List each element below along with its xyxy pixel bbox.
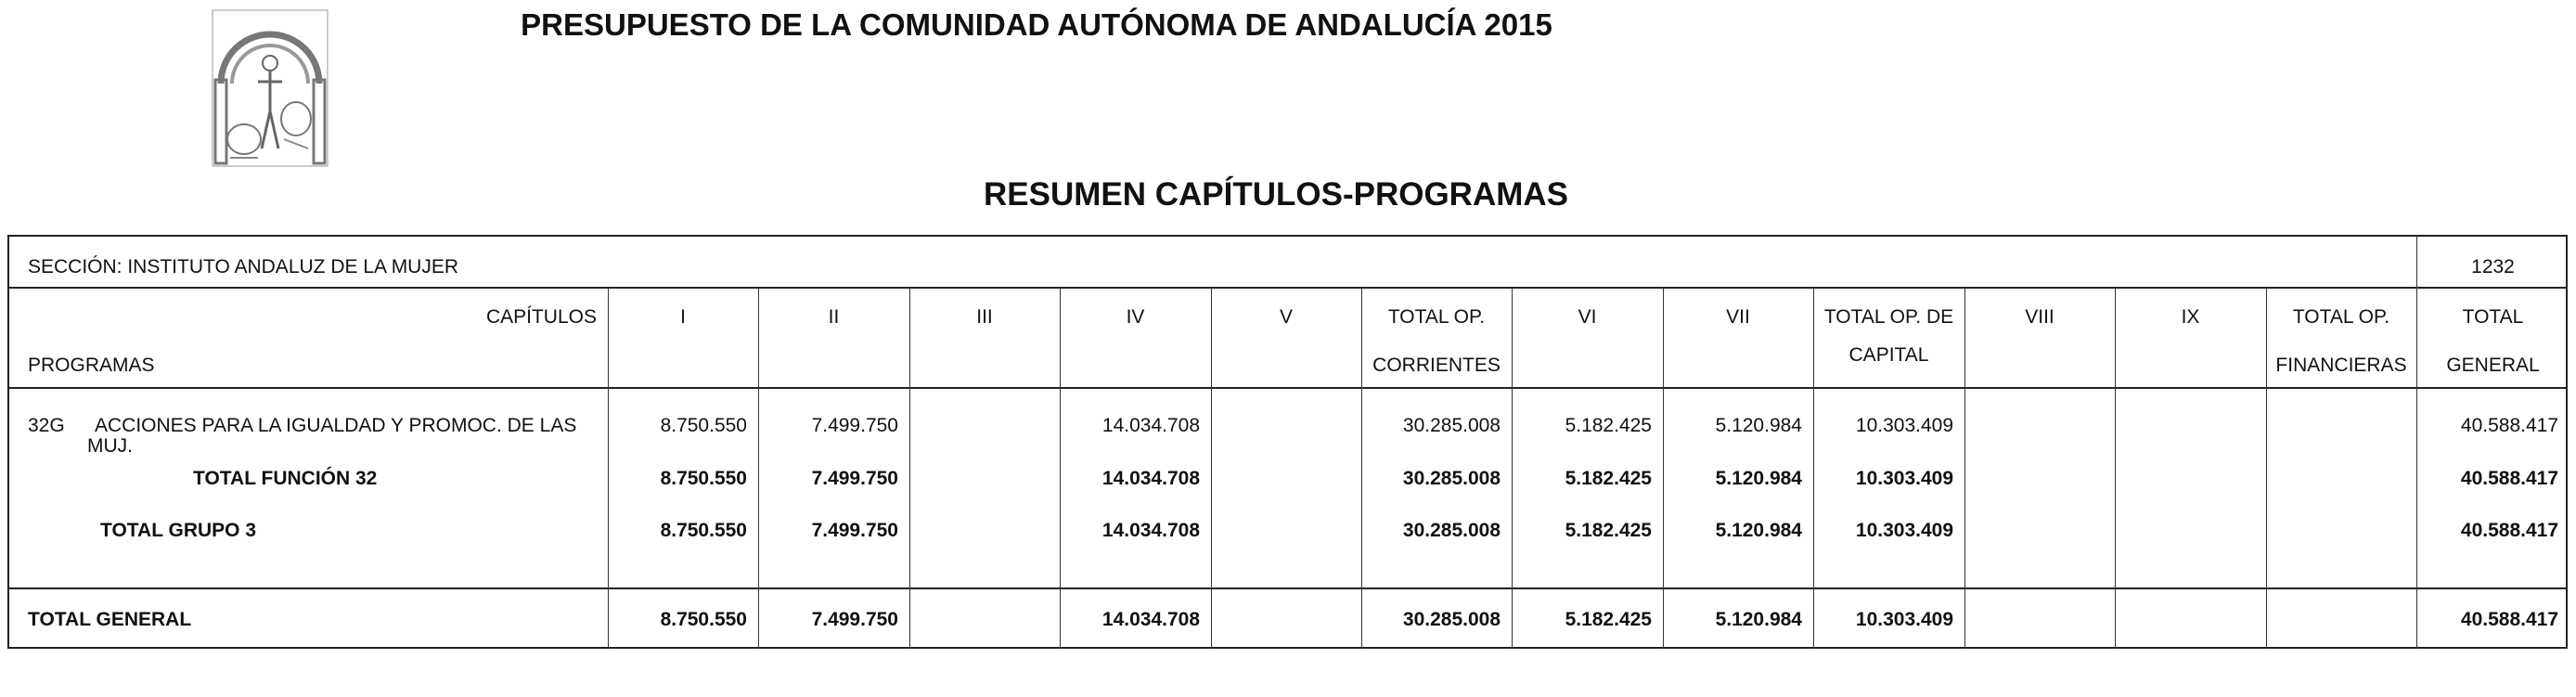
program-vi: 5.182.425 (1565, 415, 1652, 436)
section-code: 1232 (2471, 256, 2515, 278)
header-col-iii: III (976, 306, 993, 328)
document-title: PRESUPUESTO DE LA COMUNIDAD AUTÓNOMA DE ANDALUCÍA 2015 (521, 7, 1552, 42)
general-iv: 14.034.708 (1101, 609, 1200, 630)
funcion-label: TOTAL FUNCIÓN 32 (193, 468, 378, 489)
header-total-corrientes-2: CORRIENTES (1372, 355, 1501, 376)
header-col-vii: VII (1726, 306, 1750, 328)
header-col-vi: VI (1578, 306, 1597, 328)
general-total-capital: 10.303.409 (1855, 609, 1953, 630)
funcion-vi: 5.182.425 (1565, 468, 1652, 489)
header-total-capital-2: CAPITAL (1848, 344, 1929, 366)
general-vii: 5.120.984 (1715, 609, 1802, 630)
header-total-capital: TOTAL OP. DE (1823, 306, 1954, 328)
general-vi: 5.182.425 (1565, 609, 1652, 630)
column-divider (1211, 287, 1212, 649)
grupo-vii: 5.120.984 (1715, 520, 1802, 541)
funcion-i: 8.750.550 (660, 468, 747, 489)
general-total-general: 40.588.417 (2460, 609, 2558, 630)
grupo-total-corrientes: 30.285.008 (1402, 520, 1501, 541)
total-divider (9, 587, 2566, 589)
column-divider (1964, 287, 1965, 649)
section-label: SECCIÓN: INSTITUTO ANDALUZ DE LA MUJER (28, 256, 459, 278)
header-col-ii: II (828, 306, 840, 328)
program-code: 32G (28, 415, 65, 436)
header-capitulos: CAPÍTULOS (485, 306, 597, 328)
header-total-general-2: GENERAL (2446, 355, 2540, 376)
document-subtitle: RESUMEN CAPÍTULOS-PROGRAMAS (983, 176, 1569, 213)
grupo-label: TOTAL GRUPO 3 (100, 520, 257, 541)
header-col-viii: VIII (2025, 306, 2054, 328)
funcion-total-capital: 10.303.409 (1855, 468, 1953, 489)
header-programas: PROGRAMAS (28, 355, 155, 376)
column-divider (2266, 287, 2267, 649)
general-label: TOTAL GENERAL (28, 609, 192, 630)
header-total-financieras-2: FINANCIERAS (2275, 355, 2407, 376)
program-vii: 5.120.984 (1715, 415, 1802, 436)
grupo-iv: 14.034.708 (1101, 520, 1200, 541)
grupo-total-general: 40.588.417 (2460, 520, 2558, 541)
funcion-ii: 7.499.750 (811, 468, 898, 489)
section-divider (9, 287, 2566, 289)
grupo-i: 8.750.550 (660, 520, 747, 541)
grupo-ii: 7.499.750 (811, 520, 898, 541)
funcion-total-corrientes: 30.285.008 (1402, 468, 1501, 489)
program-i: 8.750.550 (660, 415, 747, 436)
program-name-cont: MUJ. (87, 435, 133, 457)
program-name: ACCIONES PARA LA IGUALDAD Y PROMOC. DE LAS (95, 415, 577, 436)
header-col-ix: IX (2181, 306, 2200, 328)
general-ii: 7.499.750 (811, 609, 898, 630)
program-iv: 14.034.708 (1101, 415, 1200, 436)
header-total-financieras: TOTAL OP. (2292, 306, 2390, 328)
general-i: 8.750.550 (660, 609, 747, 630)
funcion-total-general: 40.588.417 (2460, 468, 2558, 489)
general-total-corrientes: 30.285.008 (1402, 609, 1501, 630)
grupo-vi: 5.182.425 (1565, 520, 1652, 541)
grupo-total-capital: 10.303.409 (1855, 520, 1953, 541)
header-divider (9, 387, 2566, 389)
program-total-general: 40.588.417 (2460, 415, 2558, 436)
column-divider (2416, 237, 2417, 649)
funcion-vii: 5.120.984 (1715, 468, 1802, 489)
program-total-corrientes: 30.285.008 (1402, 415, 1501, 436)
header-col-v: V (1279, 306, 1293, 328)
header-col-i: I (680, 306, 686, 328)
budget-table (7, 235, 2568, 649)
program-total-capital: 10.303.409 (1855, 415, 1953, 436)
header-col-iv: IV (1126, 306, 1145, 328)
header-total-general: TOTAL (2462, 306, 2524, 328)
column-divider (2115, 287, 2116, 649)
funcion-iv: 14.034.708 (1101, 468, 1200, 489)
header-total-corrientes: TOTAL OP. (1387, 306, 1486, 328)
column-divider (909, 287, 910, 649)
program-ii: 7.499.750 (811, 415, 898, 436)
